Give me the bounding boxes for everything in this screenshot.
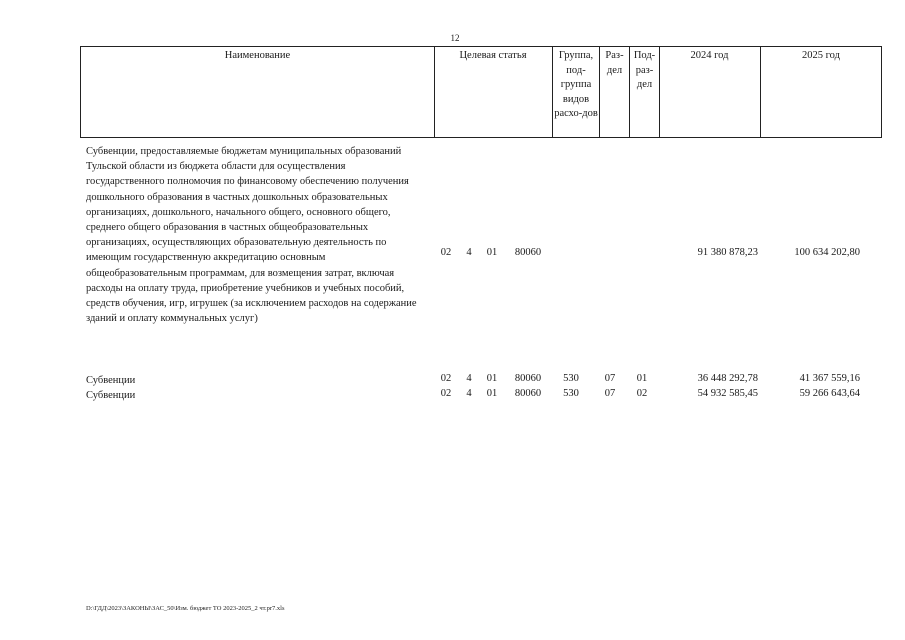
section: 07	[604, 373, 616, 384]
header-target: Целевая статья	[459, 50, 527, 61]
target-1: 02	[440, 373, 452, 384]
divider	[629, 47, 630, 137]
header-subsection: Под-раз-дел	[633, 50, 656, 90]
value-2025: 100 634 202,80	[794, 247, 860, 258]
header-2025: 2025 год	[802, 50, 840, 61]
group: 530	[563, 388, 579, 399]
table-header	[80, 46, 882, 138]
section: 07	[604, 388, 616, 399]
value-2025: 41 367 559,16	[799, 373, 860, 384]
target-1: 02	[440, 388, 452, 399]
target-1: 02	[440, 247, 452, 258]
target-4: 80060	[514, 388, 542, 399]
divider	[599, 47, 600, 137]
target-2: 4	[466, 247, 472, 258]
target-2: 4	[466, 373, 472, 384]
header-2024: 2024 год	[690, 50, 729, 61]
value-2024: 36 448 292,78	[697, 373, 758, 384]
target-4: 80060	[514, 373, 542, 384]
target-3: 01	[486, 373, 498, 384]
value-2024: 54 932 585,45	[697, 388, 758, 399]
target-3: 01	[486, 388, 498, 399]
subsection: 02	[636, 388, 648, 399]
header-section: Раз-дел	[605, 50, 624, 76]
header-group: Группа, под-группа видов расхо-дов	[554, 50, 598, 119]
page-number: 12	[450, 33, 460, 43]
target-3: 01	[486, 247, 498, 258]
value-2024: 91 380 878,23	[697, 247, 758, 258]
row-name: Субвенции, предоставляемые бюджетам муниципальных образований Тульской области из бюджета области для осуществления государственного полномочия по финансовому обеспечению получения дошкольного образования в частных дошкольных образовательных организациях, дошкольного, начального общего, основного общего, среднего общего образования в частных общеобразовательных организациях, осуществляющих образовательную деятельность по имеющим государственную аккредитацию основным общеобразовательным программам, для возмещения затрат, включая расходы на оплату труда, приобретение учебников и учебных пособий, средств обучения, игр, игрушек (за исключением расходов на содержание зданий и оплату коммунальных услуг)	[86, 146, 417, 325]
group: 530	[563, 373, 579, 384]
divider	[552, 47, 553, 137]
file-path-footer: D:\ГДД\2023\ЗАКОНЫ\ЗАС_50\Изм. бюджет ТО 2023-2025_2 чт.pr7.xls	[86, 605, 285, 612]
value-2025: 59 266 643,64	[799, 388, 860, 399]
row-name: Субвенции	[86, 390, 136, 401]
target-4: 80060	[514, 247, 542, 258]
row-name: Субвенции	[86, 375, 136, 386]
target-2: 4	[466, 388, 472, 399]
header-name: Наименование	[224, 50, 291, 61]
subsection: 01	[636, 373, 648, 384]
